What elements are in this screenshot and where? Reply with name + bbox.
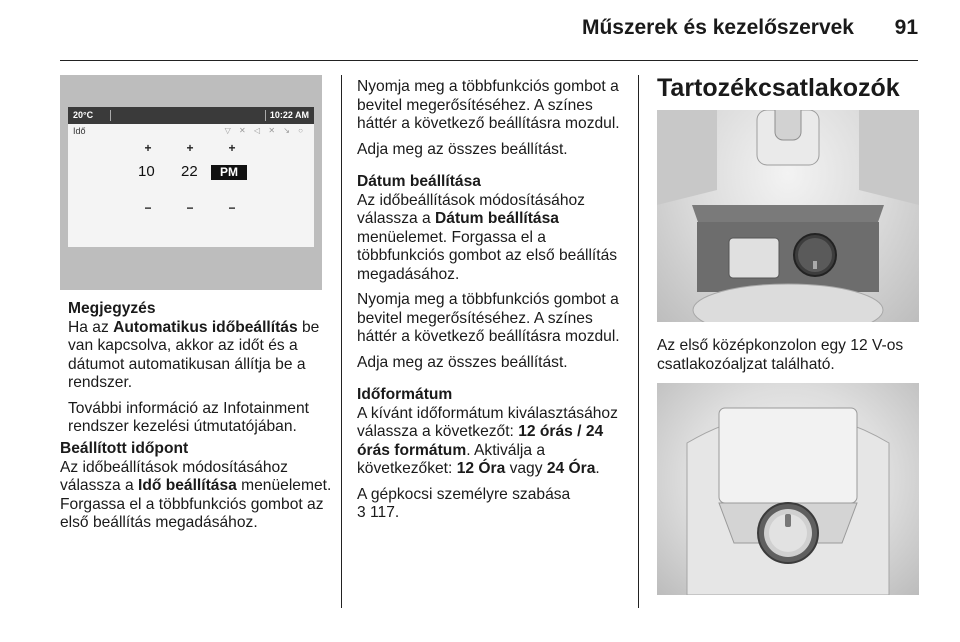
page-number: 91 bbox=[894, 16, 918, 39]
column-2-text bbox=[357, 78, 629, 530]
screen-label: Idő bbox=[73, 126, 86, 136]
minute-value: 22 bbox=[181, 163, 198, 180]
note-text: be van kapcsolva, akkor az időt és a dátumot automatikusan állítja be a rendszer. bbox=[68, 318, 320, 391]
top-bar-separator bbox=[265, 110, 266, 121]
hour-minus-button[interactable]: − bbox=[144, 201, 152, 215]
menu-item-name: Idő beállítása bbox=[138, 477, 237, 494]
text: vagy bbox=[505, 460, 547, 477]
page-header-title: Műszerek és kezelőszervek bbox=[581, 16, 854, 39]
ampm-plus-button[interactable]: + bbox=[228, 141, 236, 155]
option-name: 24 Óra bbox=[546, 460, 596, 477]
column-1-text bbox=[60, 440, 332, 540]
paragraph: Adja meg az összes beállítást. bbox=[357, 353, 568, 371]
text: . Aktiválja a következőket: bbox=[357, 441, 546, 477]
status-icons: ▽ ✕ ◁ ✕ ↘ ○ bbox=[224, 126, 306, 135]
note-paragraph bbox=[68, 319, 330, 393]
paragraph bbox=[357, 192, 629, 285]
ampm-minus-button[interactable]: − bbox=[228, 201, 236, 215]
minute-minus-button[interactable]: − bbox=[186, 201, 194, 215]
paragraph: Adja meg az összes beállítást. bbox=[357, 140, 568, 158]
ampm-value[interactable]: PM bbox=[211, 165, 247, 180]
paragraph bbox=[357, 486, 629, 523]
note-block bbox=[68, 300, 330, 444]
text: Az időbeállítások módosításához válassza a bbox=[60, 458, 288, 494]
center-console-socket-photo bbox=[657, 110, 919, 322]
column-divider-1 bbox=[341, 75, 342, 608]
section-heading-date: Dátum beállítása bbox=[357, 173, 481, 190]
text: menüelemet. Forgassa el a többfunkciós gombot az első beállítás megadásához. bbox=[60, 477, 332, 531]
header-rule bbox=[60, 60, 918, 61]
paragraph bbox=[357, 405, 629, 479]
option-name: 12 Óra bbox=[456, 460, 506, 477]
clock-readout: 10:22 AM bbox=[269, 110, 309, 120]
menu-item-name: Dátum beállítása bbox=[435, 210, 559, 227]
infotainment-screen bbox=[68, 107, 314, 247]
page-reference[interactable]: 117. bbox=[365, 504, 400, 521]
socket-closeup-photo bbox=[657, 383, 919, 595]
socket-caption: Az első középkonzolon egy 12 V-os csatlakozóaljzat található. bbox=[657, 337, 904, 373]
menu-item-name: 12 órás / 24 órás formátum bbox=[357, 423, 604, 459]
note-title: Megjegyzés bbox=[68, 300, 156, 317]
paragraph: Nyomja meg a többfunkciós gombot a bevitel megerősítéséhez. A színes háttér a következő beállításra mozdul. bbox=[357, 78, 620, 132]
text: . bbox=[595, 460, 600, 477]
note-bold-term: Automatikus időbeállítás bbox=[113, 318, 298, 336]
paragraph: Nyomja meg a többfunkciós gombot a bevitel megerősítéséhez. A színes háttér a következő beállításra mozdul. bbox=[357, 291, 620, 345]
screen-top-bar bbox=[68, 107, 314, 124]
time-setting-screen-figure bbox=[60, 75, 322, 290]
paragraph bbox=[60, 459, 332, 533]
minute-plus-button[interactable]: + bbox=[186, 141, 194, 155]
console-photo-drawing bbox=[657, 110, 919, 322]
note-text: Ha az bbox=[68, 318, 114, 336]
section-title-accessory-sockets: Tartozékcsatlakozók bbox=[657, 74, 900, 102]
section-heading-set-time: Beállított időpont bbox=[60, 440, 189, 457]
page-reference-arrow-icon: 3 bbox=[357, 504, 366, 521]
temperature-readout: 20°C bbox=[73, 110, 94, 120]
text: A gépkocsi személyre szabása bbox=[357, 485, 571, 503]
text: menüelemet. Forgassa el a többfunkciós gombot az első beállítás megadásához. bbox=[357, 228, 618, 283]
text: A kívánt időformátum kiválasztásához válassza a következőt: bbox=[357, 404, 618, 440]
hour-value: 10 bbox=[138, 163, 155, 180]
socket-photo-drawing bbox=[657, 383, 919, 595]
column-divider-2 bbox=[638, 75, 639, 608]
note-paragraph: További információ az Infotainment rendszer kezelési útmutatójában. bbox=[68, 399, 309, 435]
top-bar-separator bbox=[110, 110, 111, 121]
text: Az időbeállítások módosításához válassza a bbox=[357, 191, 585, 227]
hour-plus-button[interactable]: + bbox=[144, 141, 152, 155]
section-heading-time-format: Időformátum bbox=[357, 386, 453, 403]
